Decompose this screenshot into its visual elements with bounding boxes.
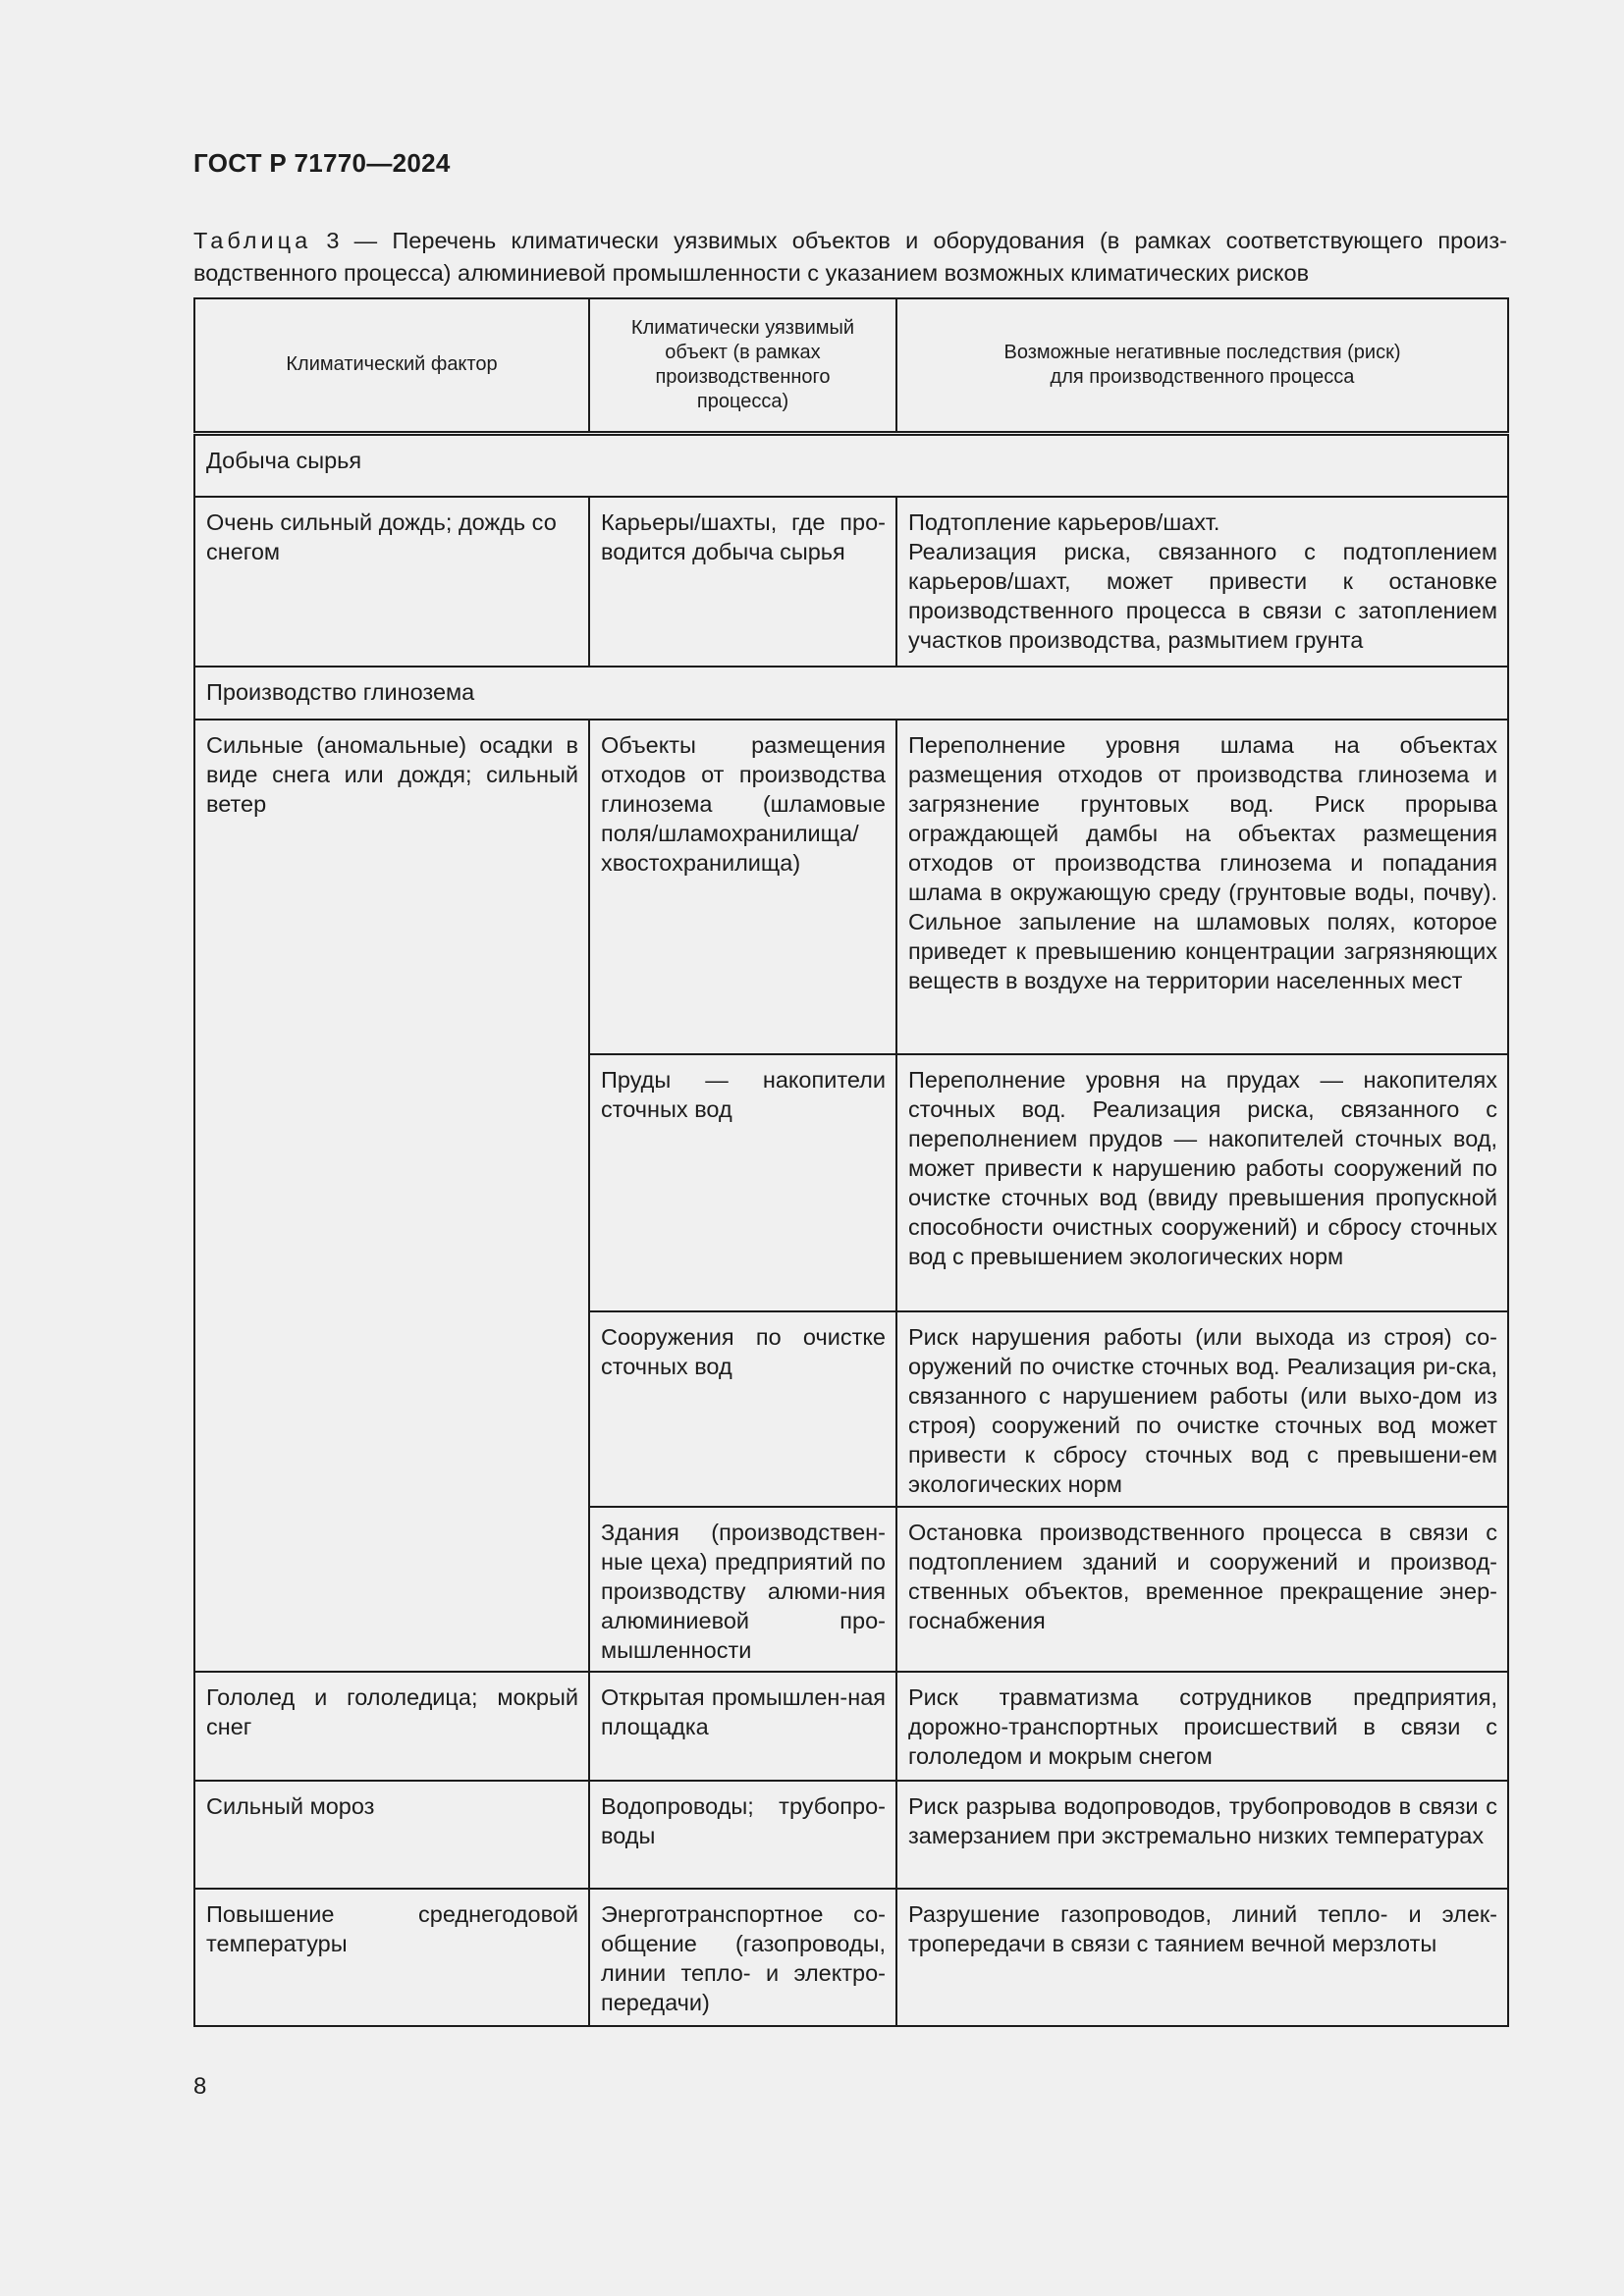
cell-vulnerable-object: Открытая промышлен-ная площадка [589, 1672, 896, 1781]
cell-vulnerable-object [589, 497, 896, 667]
header-risk-line: Возможные негативные последствия (риск) [1003, 341, 1401, 363]
table-caption-text: 3 — Перечень климатически уязвимых объектов и оборудования (в рамках соответствующего произ-водственного процесса) алюминиевой промышленности с указанием возможных климатических рисков [193, 228, 1507, 286]
cell-vulnerable-object: Энерготранспортное со-общение (газопроводы, линии тепло- и электро-передачи) [589, 1889, 896, 2026]
table-caption [193, 225, 1507, 290]
cell-vulnerable-object: Объекты размещения отходов от производства глинозема (шламовые поля/шламохранилища/ хвостохранилища) [589, 720, 896, 1054]
header-vulnerable-object [589, 298, 896, 433]
object-line: Карьеры/шахты, где про- [601, 509, 886, 535]
cell-vulnerable-object: Здания (производствен-ные цеха) предприятий по производству алюми-ния алюминиевой про-мышленности [589, 1507, 896, 1672]
section-row [194, 667, 1508, 720]
table-row [194, 497, 1508, 667]
table-row [194, 1672, 1508, 1781]
header-negative-consequences [896, 298, 1508, 433]
cell-climate-factor: Сильный мороз [194, 1781, 589, 1889]
cell-climate-factor: Повышение среднегодовой температуры [194, 1889, 589, 2026]
table-row [194, 1889, 1508, 2026]
header-climate-factor: Климатический фактор [194, 298, 589, 433]
climate-risk-table [193, 297, 1509, 2027]
cell-risk: Переполнение уровня шлама на объектах размещения отходов от производства глинозема и загрязнение грунтовых вод. Риск прорыва ограждающей дамбы на объектах размещения отходов от производства глинозема и попадания шлама в окружающую среду (грунтовые воды, почву). Сильное запыление на шламовых полях, которое приведет к превышению концентрации загрязняющих веществ в воздухе на территории населенных мест [896, 720, 1508, 1054]
cell-vulnerable-object: Сооружения по очистке сточных вод [589, 1311, 896, 1507]
cell-vulnerable-object: Водопроводы; трубопро-воды [589, 1781, 896, 1889]
cell-climate-factor: Гололед и гололедица; мокрый снег [194, 1672, 589, 1781]
object-line: водится добыча сырья [601, 539, 845, 564]
page-number: 8 [193, 2073, 207, 2100]
section-row [194, 433, 1508, 497]
cell-risk: Разрушение газопроводов, линий тепло- и элек-тропередачи в связи с таянием вечной мерзлоты [896, 1889, 1508, 2026]
section-title: Добыча сырья [194, 433, 1508, 497]
header-object-line: Климатически уязвимый [630, 316, 855, 339]
header-object-line: процесса) [696, 390, 789, 412]
table-row [194, 720, 1508, 1054]
risk-text: Реализация риска, связанного с подтоплением карьеров/шахт, может привести к остановке производственного процесса в связи с затоплением участков производства, размытием грунта [908, 539, 1497, 653]
document-header: ГОСТ Р 71770—2024 [193, 148, 451, 178]
cell-risk: Риск травматизма сотрудников предприятия, дорожно-транспортных происшествий в связи с гололедом и мокрым снегом [896, 1672, 1508, 1781]
cell-risk: Риск нарушения работы (или выхода из строя) со-оружений по очистке сточных вод. Реализация ри-ска, связанного с нарушением работы (или выхо-дом из строя) сооружений по очистке сточных вод может привести к сбросу сточных вод с превышени-ем экологических норм [896, 1311, 1508, 1507]
cell-risk [896, 497, 1508, 667]
cell-climate-factor: Очень сильный дождь; дождь со снегом [194, 497, 589, 667]
cell-risk: Переполнение уровня на прудах — накопителях сточных вод. Реализация риска, связанного с переполнением прудов — накопителей сточных вод, может привести к нарушению работы сооружений по очистке сточных вод (ввиду превышения пропускной способности очистных сооружений) и сбросу сточных вод с превышением экологических норм [896, 1054, 1508, 1311]
cell-risk: Риск разрыва водопроводов, трубопроводов в связи с замерзанием при экстремально низких температурах [896, 1781, 1508, 1889]
table-caption-label: Таблица [193, 228, 312, 253]
table-row [194, 1781, 1508, 1889]
table-header-row [194, 298, 1508, 433]
cell-risk: Остановка производственного процесса в связи с подтоплением зданий и сооружений и производ-ственных объектов, временное прекращение энер-госнабжения [896, 1507, 1508, 1672]
risk-line: Подтопление карьеров/шахт. [908, 509, 1220, 535]
header-risk-line: для производственного процесса [1050, 365, 1355, 388]
section-title: Производство глинозема [194, 667, 1508, 720]
cell-climate-factor: Сильные (аномальные) осадки в виде снега или дождя; сильный ветер [194, 720, 589, 1672]
header-object-line: производственного [655, 365, 831, 388]
cell-vulnerable-object: Пруды — накопители сточных вод [589, 1054, 896, 1311]
header-object-line: объект (в рамках [665, 341, 821, 363]
